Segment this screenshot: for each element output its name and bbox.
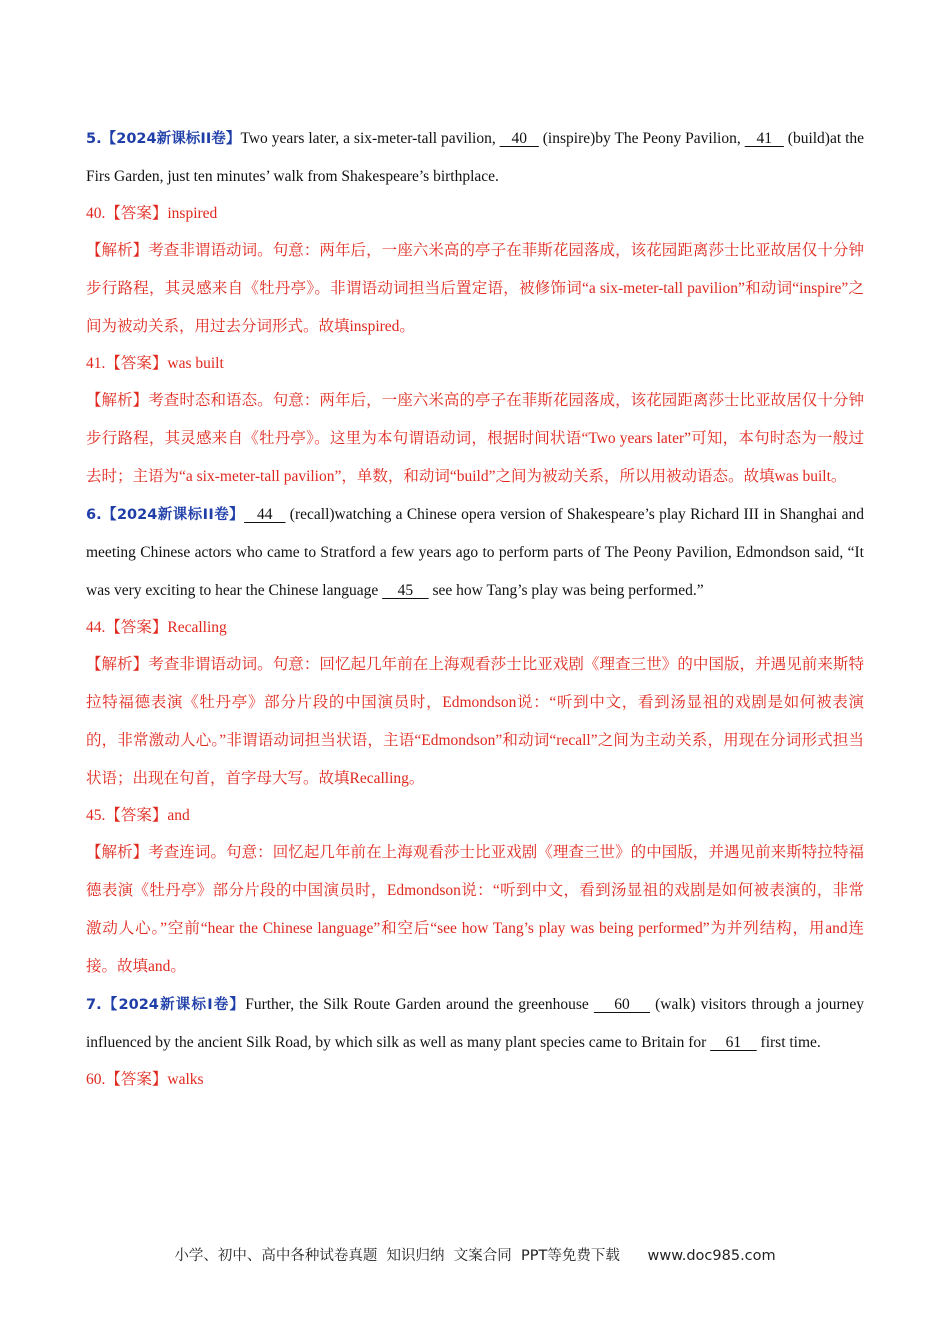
blank-45: 45 (382, 582, 429, 599)
page-footer: 小学、初中、高中各种试卷真题 知识归纳 文案合同 PPT等免费下载 www.doc985.com (174, 1248, 776, 1264)
question-7-text-part2: (walk) visitors through a journey influenced by the ancient Silk Road, by which silk as well as many plant species came to Britain for (86, 996, 864, 1051)
answer-45: 45.【答案】and (86, 807, 190, 824)
question-5-text-part1: Two years later, a six-meter-tall pavilion, (240, 130, 500, 147)
question-7-text-part3: first time. (756, 1034, 821, 1051)
answer-40: 40.【答案】inspired (86, 205, 218, 222)
question-7 (86, 986, 864, 1062)
question-6-text-part1: (recall)watching a Chinese opera version of Shakespeare’s play Richard III in Shanghai and meeting Chinese actors who came to Stratford a few years ago to perform parts of The Peony Pavilion, Edmondson said, “It was very exciting to hear the Chinese language (86, 506, 865, 599)
answer-60: 60.【答案】walks (86, 1071, 204, 1088)
blank-61: 61 (710, 1034, 757, 1051)
blank-44: 44 (244, 506, 286, 523)
question-7-header: 7.【2024新课标Ⅰ卷】 (86, 997, 246, 1013)
question-7-text-part1: Further, the Silk Route Garden around the greenhouse (245, 996, 594, 1013)
question-6-text-part2: see how Tang’s play was being performed.” (428, 582, 704, 599)
question-5-text-part2: (inspire)by The Peony Pavilion, (538, 130, 745, 147)
blank-41: 41 (744, 130, 784, 147)
question-6 (86, 496, 864, 610)
explanation-41: 【解析】考查时态和语态。句意：两年后，一座六米高的亭子在菲斯花园落成，该花园距离莎士比亚故居仅十分钟步行路程，其灵感来自《牡丹亭》。这里为本句谓语动词，根据时间状语“Two years later”可知，本句时态为一般过去时；主语为“a six-meter-tall pavilion”，单数，和动词“build”之间为被动关系，所以用被动语态。故填was built。 (86, 392, 864, 485)
question-5-text-part3: (build)at the Firs Garden, just ten minutes’ walk from Shakespeare’s birthplace. (86, 130, 865, 185)
document-body (86, 120, 864, 1098)
blank-60: 60 (593, 996, 651, 1013)
explanation-40: 【解析】考查非谓语动词。句意：两年后，一座六米高的亭子在菲斯花园落成，该花园距离莎士比亚故居仅十分钟步行路程，其灵感来自《牡丹亭》。非谓语动词担当后置定语，被修饰词“a six-meter-tall pavilion”和动词“inspire”之间为被动关系，用过去分词形式。故填inspired。 (86, 242, 864, 335)
explanation-45: 【解析】考查连词。句意：回忆起几年前在上海观看莎士比亚戏剧《理查三世》的中国版，并遇见前来斯特拉特福德表演《牡丹亭》部分片段的中国演员时，Edmondson说：“听到中文，看到汤显祖的戏剧是如何被表演的，非常激动人心。”空前“hear the Chinese language”和空后“see how Tang’s play was being performed”为并列结构，用and连接。故填and。 (86, 844, 864, 975)
answer-41: 41.【答案】was built (86, 355, 224, 372)
question-5 (86, 120, 864, 196)
answer-44: 44.【答案】Recalling (86, 619, 227, 636)
question-5-header: 5.【2024新课标ⅠⅠ卷】 (86, 131, 241, 147)
question-6-header: 6.【2024新课标ⅠⅠ卷】 (86, 507, 245, 523)
explanation-44: 【解析】考查非谓语动词。句意：回忆起几年前在上海观看莎士比亚戏剧《理查三世》的中国版，并遇见前来斯特拉特福德表演《牡丹亭》部分片段的中国演员时，Edmondson说：“听到中文，看到汤显祖的戏剧是如何被表演的，非常激动人心。”非谓语动词担当状语，主语“Edmondson”和动词“recall”之间为主动关系，用现在分词形式担当状语；出现在句首，首字母大写。故填Recalling。 (86, 656, 864, 787)
blank-40: 40 (499, 130, 539, 147)
